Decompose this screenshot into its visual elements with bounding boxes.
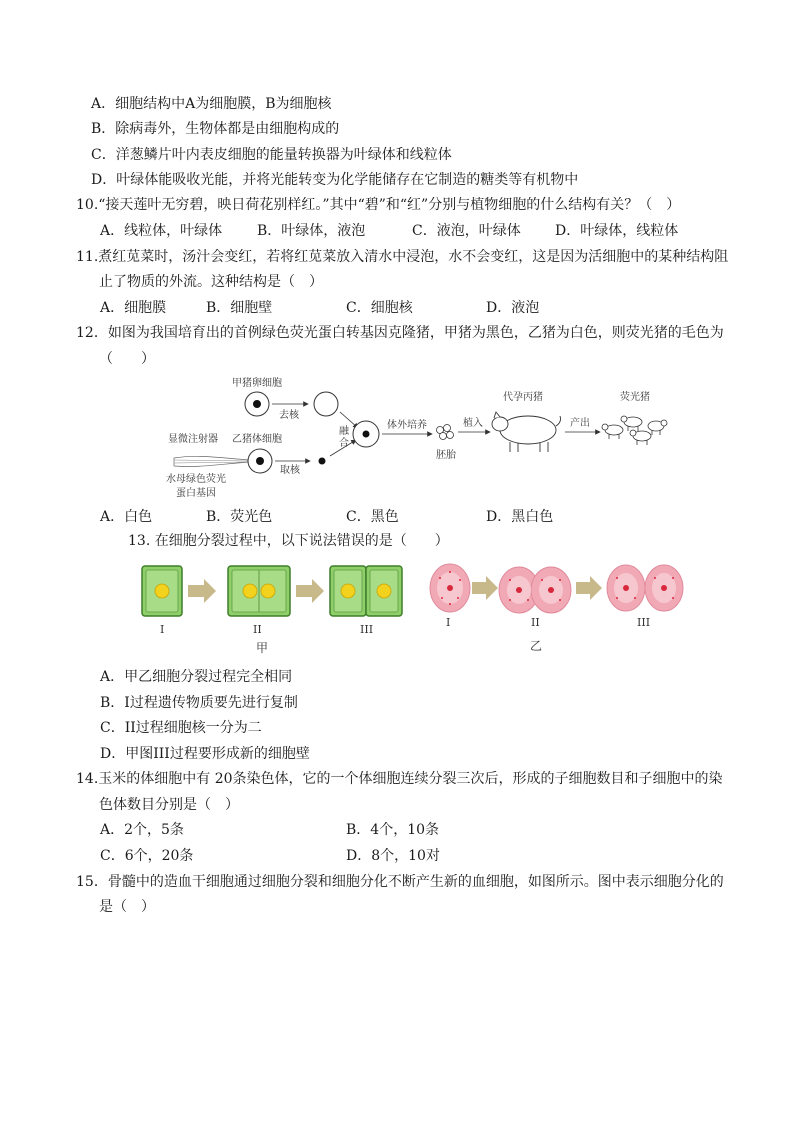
q14-option-c[interactable]: C．6个，20条 (100, 848, 194, 864)
fuse-label-2: 合 (339, 438, 349, 449)
surrogate-pig-icon (492, 412, 561, 452)
fused-nucleus (363, 431, 370, 438)
q13-option-a[interactable]: A．甲乙细胞分裂过程完全相同 (100, 669, 293, 685)
animal-cell-stage-2 (499, 567, 571, 613)
animal-cell-stage-3 (607, 565, 683, 611)
animal-label-1: I (446, 616, 451, 629)
plant-arrow-2 (296, 579, 324, 603)
q9-option-d[interactable]: D．叶绿体能吸收光能，并将光能转变为化学能储存在它制造的糖类等有机物中 (91, 172, 579, 188)
q11-option-d[interactable]: D．液泡 (486, 300, 540, 316)
animal-arrow-1 (472, 576, 498, 600)
embryo-icon (437, 425, 454, 440)
plant-caption: 甲 (256, 641, 269, 655)
gene-label-line1: 水母绿色荧光 (166, 474, 226, 485)
surrogate-label: 代孕丙猪 (503, 392, 543, 403)
q14-options-row1 (100, 820, 720, 840)
q14-stem-line1: 14.玉米的体细胞中有 20条染色体，它的一个体细胞连续分裂三次后，形成的子细胞数目和子细胞中的染 (76, 771, 723, 787)
plant-label-1: I (160, 623, 165, 636)
plant-label-3: III (360, 623, 374, 636)
plant-arrow-1 (188, 579, 216, 603)
injector-label: 显微注射器 (168, 434, 218, 445)
q12-stem-line2: （ ） (99, 351, 155, 367)
egg-cell-label: 甲猪卵细胞 (232, 378, 282, 389)
enucleated-egg (314, 392, 338, 416)
q10-options (100, 221, 720, 241)
q11-stem-line2: 止了物质的外流。这种结构是（ ） (99, 274, 323, 290)
q14-option-b[interactable]: B．4个，10条 (346, 822, 440, 838)
q11-stem-line1: 11.煮红苋菜时，汤汁会变红，若将红苋菜放入清水中浸泡，水不会变红，这是因为活细胞中的某种结构阻 (76, 249, 729, 265)
animal-cell-stage-1 (430, 564, 470, 612)
q13-option-c[interactable]: C．II过程细胞核一分为二 (100, 720, 262, 736)
fuse-label-1: 融 (339, 426, 349, 437)
cloning-diagram (160, 370, 680, 505)
q12-stem-line1: 12．如图为我国培育出的首例绿色荧光蛋白转基因克隆猪，甲猪为黑色，乙猪为白色，则荧光猪的毛色为 (76, 325, 724, 341)
q9-option-a[interactable]: A．细胞结构中A为细胞膜，B为细胞核 (91, 96, 332, 112)
injector-icon (174, 456, 250, 466)
q12-options (100, 507, 720, 527)
animal-arrow-2 (576, 576, 602, 600)
q11-option-c[interactable]: C．细胞核 (346, 300, 413, 316)
q10-option-b[interactable]: B．叶绿体，液泡 (257, 223, 366, 239)
q15-stem-line2: 是（ ） (99, 899, 155, 915)
q11-option-a[interactable]: A．细胞膜 (100, 300, 167, 316)
embryo-label: 胚胎 (436, 450, 456, 461)
glow-pig-label: 荧光猪 (620, 392, 650, 403)
q14-stem-line2: 色体数目分别是（ ） (99, 797, 239, 813)
q12-option-c[interactable]: C．黑色 (346, 509, 399, 525)
q9-option-c[interactable]: C．洋葱鳞片叶内表皮细胞的能量转换器为叶绿体和线粒体 (91, 147, 452, 163)
plant-label-2: II (253, 623, 262, 636)
q14-option-a[interactable]: A．2个，5条 (100, 822, 184, 838)
animal-caption: 乙 (530, 639, 543, 653)
q13-option-d[interactable]: D．甲图III过程要形成新的细胞壁 (100, 746, 310, 762)
q15-stem-line1: 15．骨髓中的造血干细胞通过细胞分裂和细胞分化不断产生新的血细胞，如图所示。图中表示细胞分化的 (76, 874, 724, 890)
implant-label: 植入 (463, 418, 483, 429)
q11-option-b[interactable]: B．细胞壁 (206, 300, 273, 316)
q10-option-a[interactable]: A．线粒体，叶绿体 (100, 223, 223, 239)
body-cell-label: 乙猪体细胞 (232, 434, 282, 445)
q10-option-c[interactable]: C．液泡，叶绿体 (412, 223, 521, 239)
cell-division-diagram (130, 558, 690, 658)
plant-cell-stage-1 (142, 566, 182, 616)
plant-nucleus (155, 584, 169, 598)
q10-stem: 10.“接天莲叶无穷碧，映日荷花别样红。”其中“碧”和“红”分别与植物细胞的什么结构有关？（ ） (76, 197, 681, 213)
q14-option-d[interactable]: D．8个，10对 (346, 848, 440, 864)
q13-option-b[interactable]: B．I过程遗传物质要先进行复制 (100, 695, 298, 711)
q12-option-b[interactable]: B．荧光色 (206, 509, 273, 525)
egg-nucleus (253, 400, 261, 408)
q12-option-d[interactable]: D．黑白色 (486, 509, 554, 525)
culture-label: 体外培养 (387, 420, 427, 431)
gene-label-line2: 蛋白基因 (176, 488, 216, 499)
q14-options-row2 (100, 846, 720, 866)
q10-option-d[interactable]: D．叶绿体，线粒体 (555, 223, 679, 239)
body-cell-nucleus (256, 457, 264, 465)
extracted-nucleus (319, 458, 326, 465)
glow-piglets-icon (602, 416, 667, 445)
q11-options (100, 298, 720, 318)
birth-label: 产出 (570, 418, 590, 429)
enucleate-label: 去核 (279, 410, 299, 421)
plant-cell-stage-3 (330, 566, 402, 616)
q9-option-b[interactable]: B．除病毒外，生物体都是由细胞构成的 (91, 121, 340, 137)
q13-stem: 13. 在细胞分裂过程中，以下说法错误的是（ ） (128, 533, 449, 549)
remove-nucleus-label: 取核 (280, 465, 300, 476)
plant-cell-stage-2 (228, 566, 290, 616)
animal-label-3: III (637, 616, 651, 629)
animal-label-2: II (531, 616, 540, 629)
q12-option-a[interactable]: A．白色 (100, 509, 153, 525)
